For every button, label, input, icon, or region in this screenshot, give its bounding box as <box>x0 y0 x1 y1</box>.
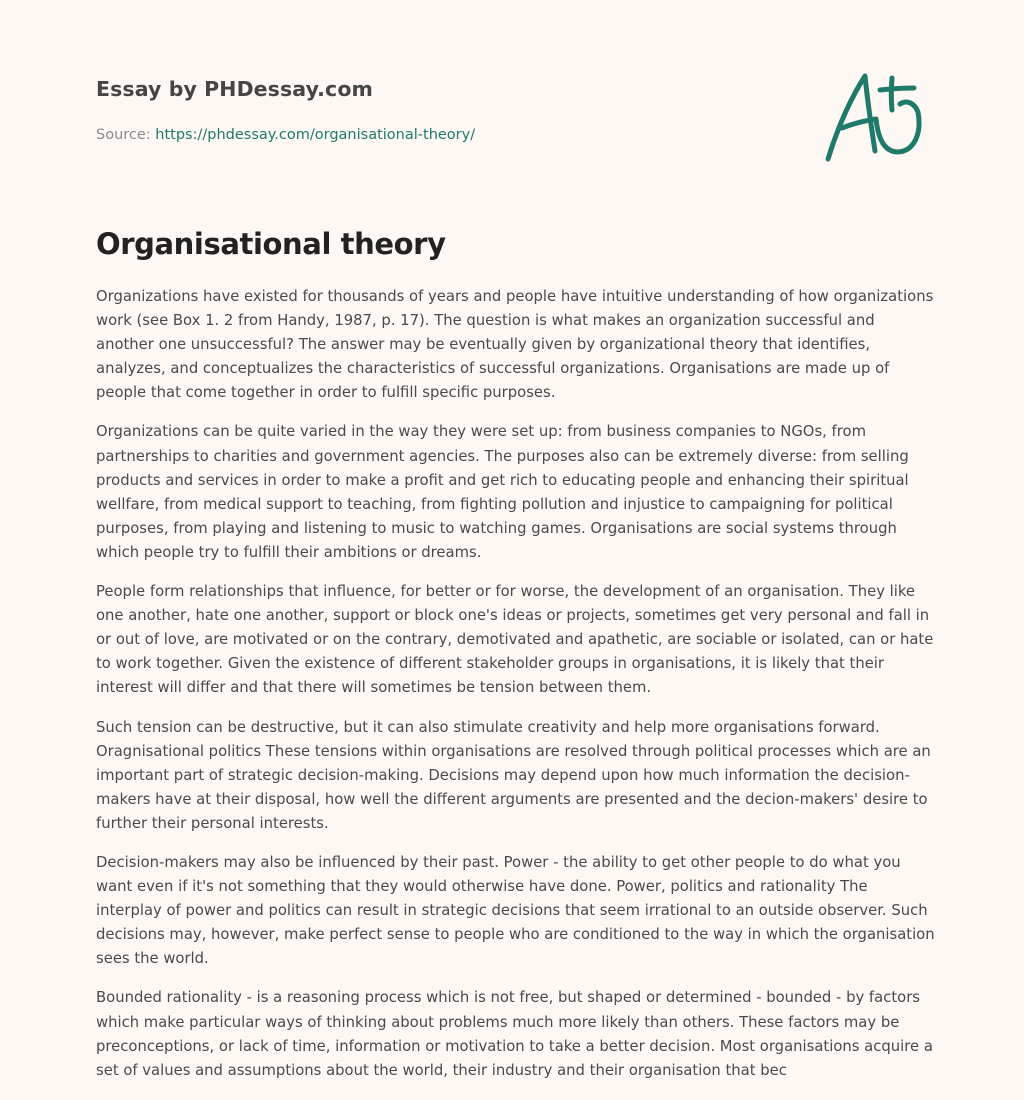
article-paragraph: Such tension can be destructive, but it can also stimulate creativity and help more organisations forward. Oragnisational politics These tensions within organisations are resolved through political processes which are an important part of strategic decision-making. Decisions may depend upon how much information the decision-makers have at their disposal, how well the different arguments are presented and the decion-makers' desire to further their personal interests. <box>96 718 931 832</box>
source-line <box>96 125 475 145</box>
site-header <box>96 74 475 145</box>
article-body <box>96 285 936 1098</box>
article-paragraph: Organizations can be quite varied in the way they were set up: from business companies to NGOs, from partnerships to charities and government agencies. The purposes also can be extremely diverse: from selling products and services in order to make a profit and get rich to educating people and enhancing their spiritual wellfare, from medical support to teaching, from fighting pollution and injustice to campaigning for political purposes, from playing and listening to music to watching games. Organisations are social systems through which people try to fulfill their ambitions or dreams. <box>96 423 909 561</box>
article-paragraph: Organizations have existed for thousands of years and people have intuitive understanding of how organizations work (see Box 1. 2 from Handy, 1987, p. 17). The question is what makes an organization successful and another one unsuccessful? The answer may be eventually given by organizational theory that identifies, analyzes, and conceptualizes the characteristics of successful organizations. Organisations are made up of people that come together in order to fulfill specific purposes. <box>96 288 934 402</box>
site-brand: Essay by PHDessay.com <box>96 77 373 101</box>
article-paragraph: Decision-makers may also be influenced by their past. Power - the ability to get other people to do what you want even if it's not something that they would otherwise have done. Power, politics and rationality The interplay of power and politics can result in strategic decisions that seem irrational to an outside observer. Such decisions may, however, make perfect sense to people who are conditioned to the way in which the organisation sees the world. <box>96 853 935 968</box>
source-link[interactable]: https://phdessay.com/organisational-theory/ <box>155 127 476 143</box>
article-paragraph: People form relationships that influence, for better or for worse, the development of an organisation. They like one another, hate one another, support or block one's ideas or projects, sometimes get very personal and fall in or out of love, are motivated or on the contrary, demotivated and apathetic, are sociable or isolated, can or hate to work together. Given the existence of different stakeholder groups in organisations, it is likely that their interest will differ and that there will sometimes be tension between them. <box>96 583 934 697</box>
article-title: Organisational theory <box>96 227 446 261</box>
source-label: Source: <box>96 127 151 143</box>
article-paragraph: Bounded rationality - is a reasoning process which is not free, but shaped or determined - bounded - by factors which make particular ways of thinking about problems much more likely than others. These factors may be preconceptions, or lack of time, information or motivation to take a better decision. Most organisations acquire a set of values and assumptions about the world, their industry and their organisation that bec <box>96 989 933 1079</box>
a-plus-logo-icon <box>818 66 930 166</box>
